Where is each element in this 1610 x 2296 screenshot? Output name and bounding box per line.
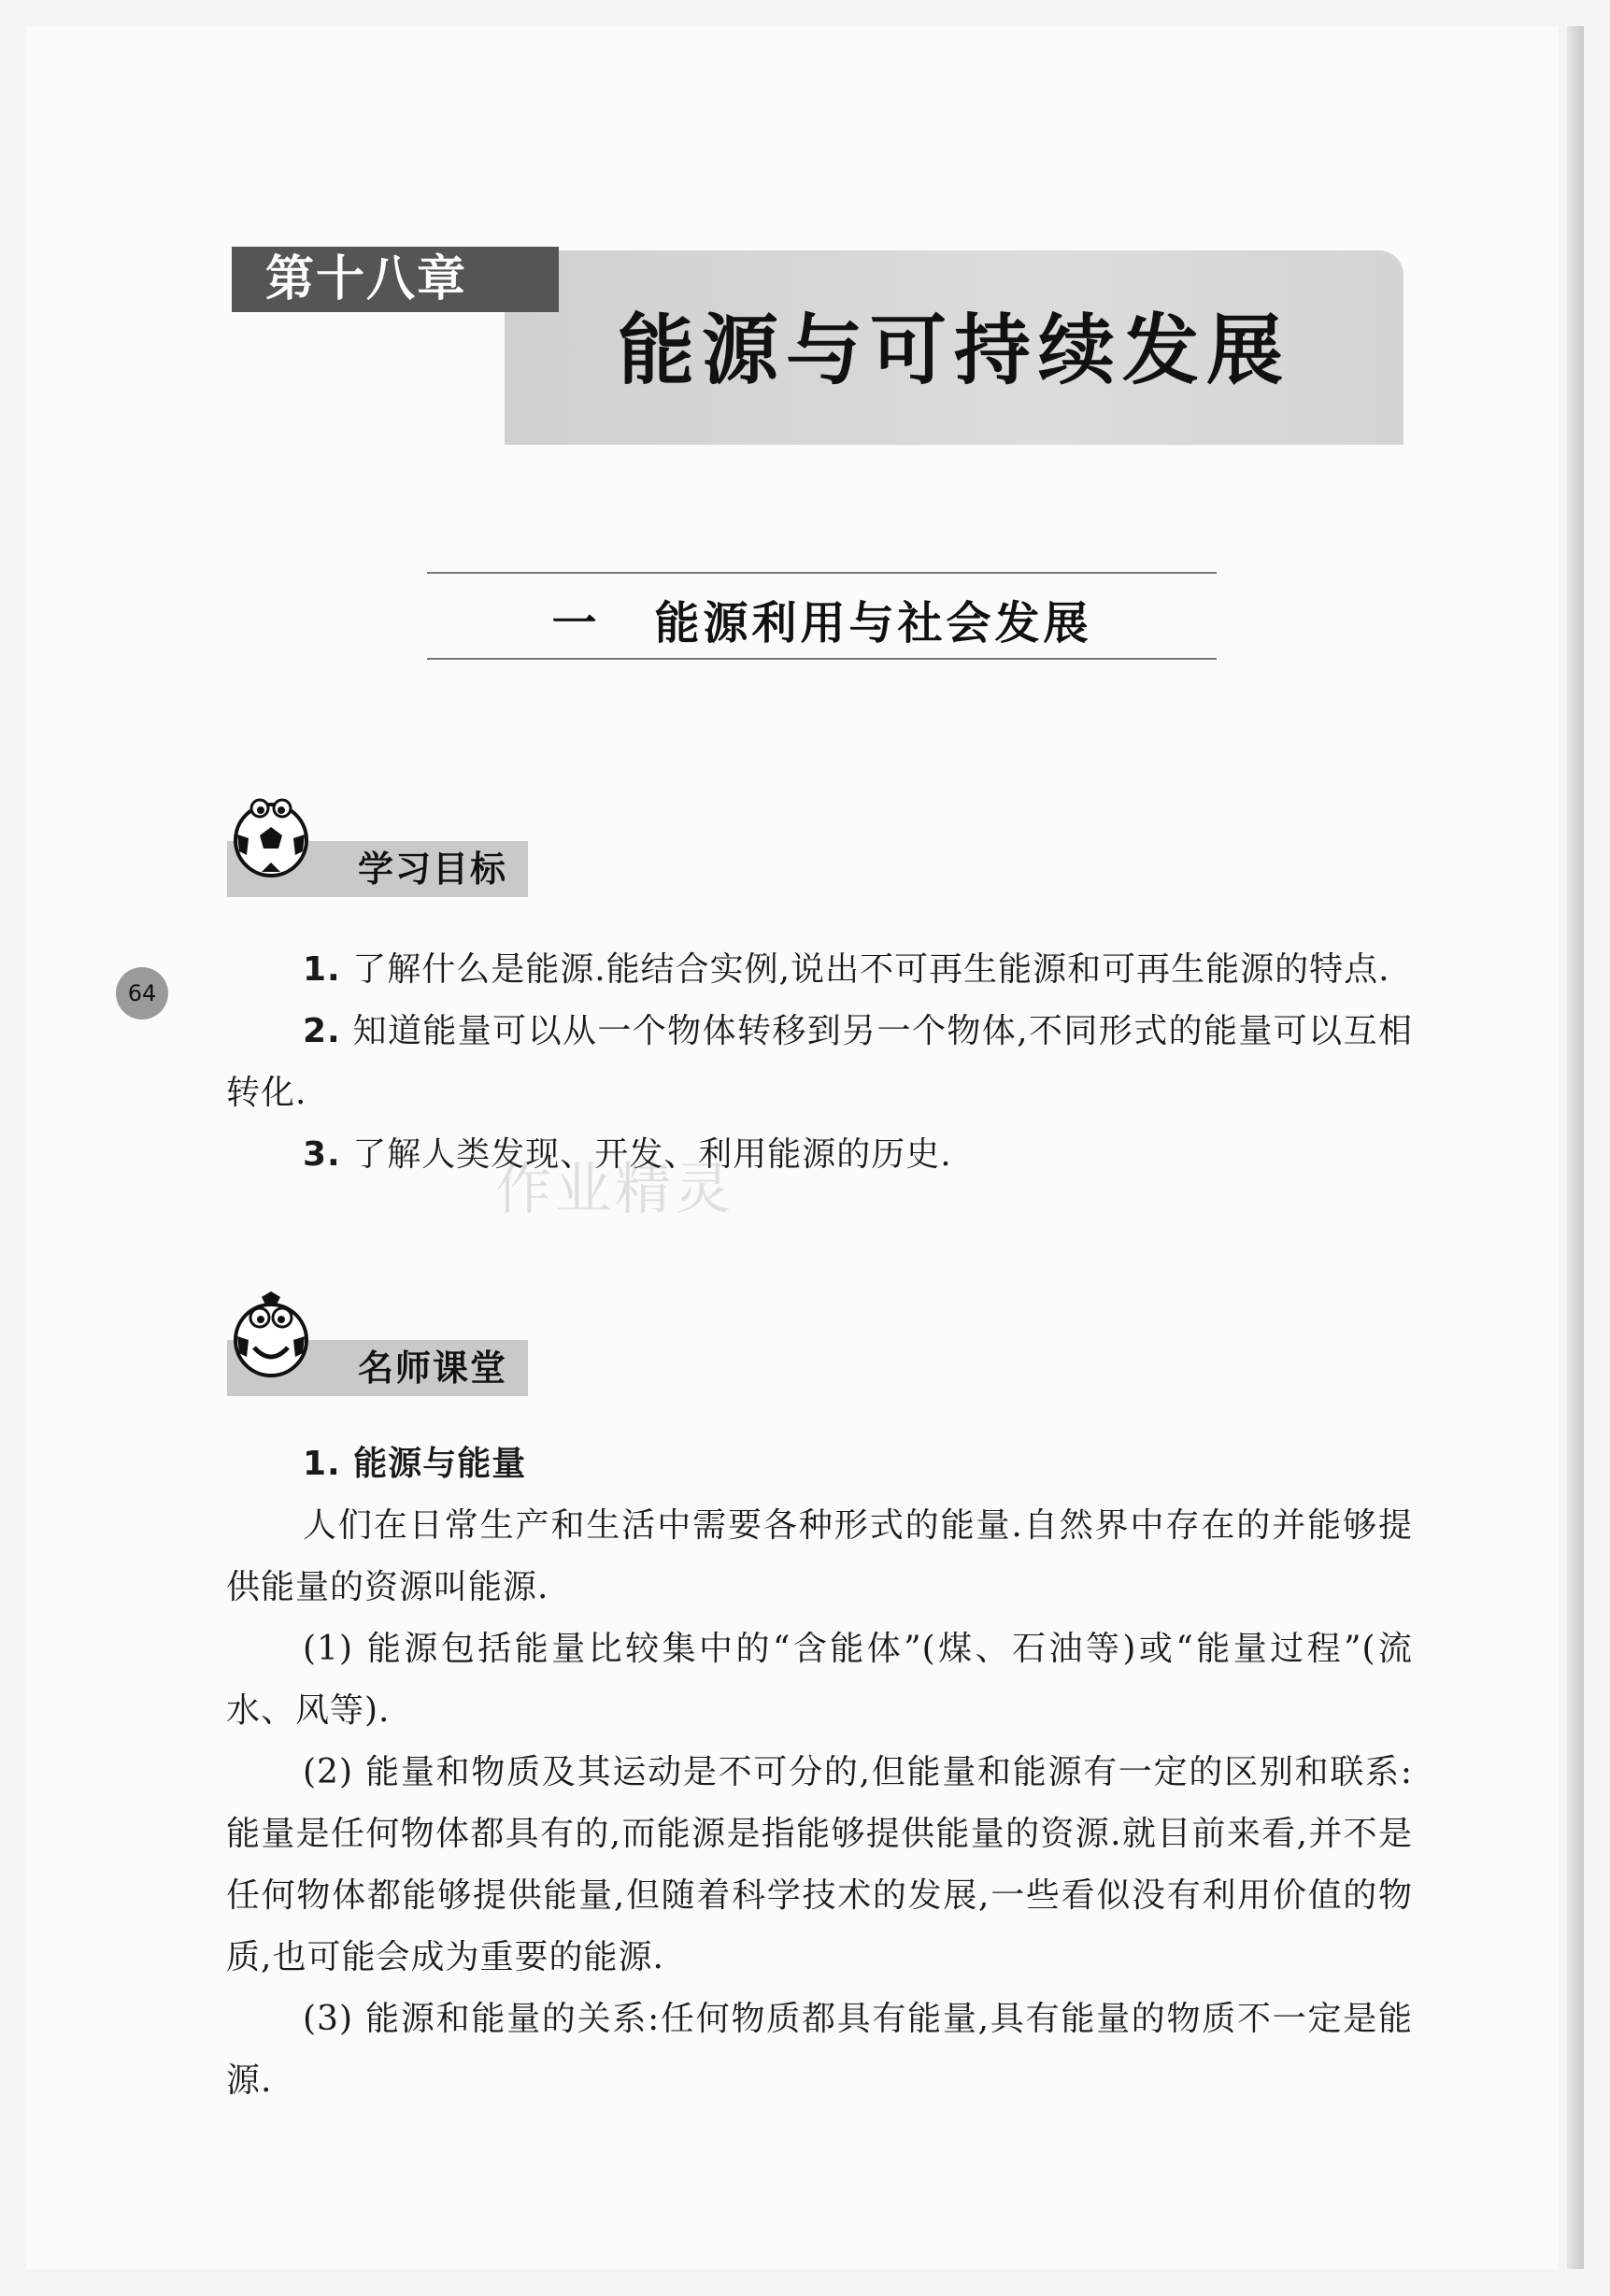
smiling-football-mascot-icon (224, 1290, 318, 1383)
lesson-subhead: 1. 能源与能量 (303, 1445, 527, 1483)
section-title-text: 能源利用与社会发展 (654, 597, 1092, 649)
objective-item: 1. 了解什么是能源.能结合实例,说出不可再生能源和可再生能源的特点. (303, 950, 1390, 989)
page-number: 64 (116, 967, 168, 1020)
page-edge (1567, 26, 1584, 2269)
section-rule-top (427, 572, 1217, 574)
lesson-content (226, 1433, 1413, 2112)
objectives-list (226, 939, 1413, 1186)
chapter-title: 能源与可持续发展 (617, 307, 1290, 395)
football-mascot-icon (224, 790, 318, 883)
lesson-label: 名师课堂 (227, 1340, 528, 1396)
section-rule-bottom (427, 658, 1217, 660)
lesson-point: (2) 能量和物质及其运动是不可分的,但能量和能源有一定的区别和联系:能量是任何物体都具有的,而能源是指能够提供能量的资源.就目前来看,并不是任何物体都能够提供能量,但随着科学技术的发展,一些看似没有利用价值的物质,也可能会成为重要的能源. (226, 1753, 1413, 1976)
lesson-intro: 人们在日常生产和生活中需要各种形式的能量.自然界中存在的并能够提供能量的资源叫能源. (226, 1506, 1413, 1606)
lesson-point: (1) 能源包括能量比较集中的“含能体”(煤、石油等)或“能量过程”(流水、风等). (226, 1630, 1413, 1730)
lesson-point: (3) 能源和能量的关系:任何物质都具有能量,具有能量的物质不一定是能源. (226, 2000, 1413, 2100)
objective-item: 2. 知道能量可以从一个物体转移到另一个物体,不同形式的能量可以互相转化. (226, 1012, 1413, 1112)
objective-item: 3. 了解人类发现、开发、利用能源的历史. (303, 1135, 952, 1174)
section-title (427, 587, 1217, 651)
watermark: 作业精灵 (495, 1157, 734, 1222)
objectives-label: 学习目标 (227, 841, 528, 897)
chapter-tag: 第十八章 (232, 247, 559, 312)
section-number: 一 (551, 597, 601, 649)
